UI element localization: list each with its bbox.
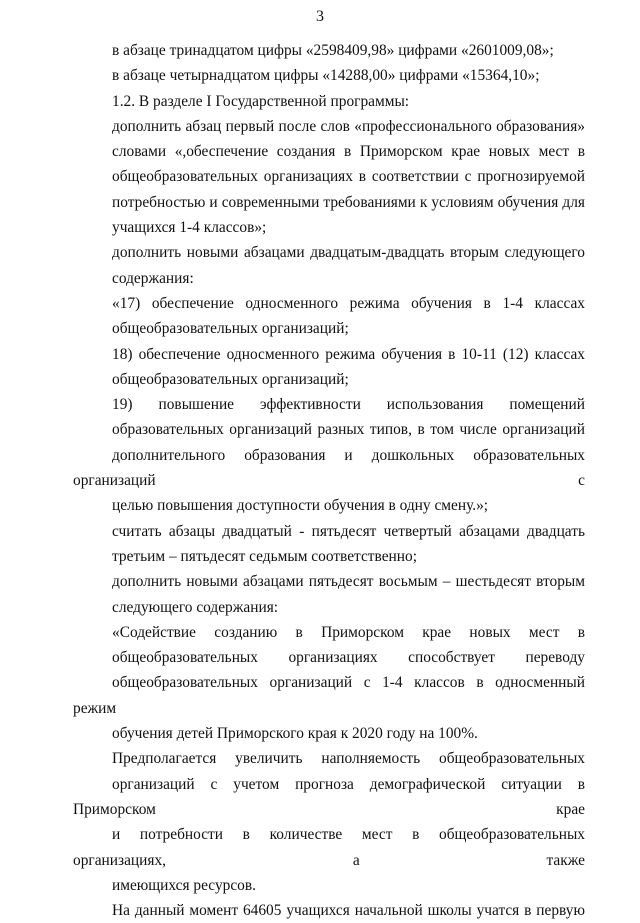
paragraph <box>73 291 585 342</box>
text-line: дополнить новыми абзацами пятьдесят восьмым – шестьдесят вторым <box>112 573 585 591</box>
text-line: 18) обеспечение односменного режима обучения в 10-11 (12) классах <box>112 345 585 363</box>
text-line: 1.2. В разделе I Государственной программы: <box>112 92 410 110</box>
text-line: общеобразовательных организациях способствует переводу <box>112 649 585 667</box>
text-line: целью повышения доступности обучения в одну смену.»; <box>112 497 489 515</box>
paragraph <box>73 38 585 63</box>
text-line: общеобразовательных организациях в соответствии с прогнозируемой <box>112 168 585 186</box>
text-line: обучения детей Приморского края к 2020 году на 100%. <box>112 725 478 743</box>
text-line: 19) повышение эффективности использования помещений <box>112 396 585 414</box>
text-line: учащихся 1-4 классов»; <box>112 219 267 237</box>
text-line: На данный момент 64605 учащихся начальной школы учатся в первую <box>112 902 585 920</box>
text-line: дополнительного образования и дошкольных образовательных организаций с <box>73 446 585 490</box>
paragraph <box>73 240 585 291</box>
text-line: «Содействие созданию в Приморском крае новых мест в <box>112 623 585 641</box>
paragraph <box>73 342 585 393</box>
text-line: в абзаце тринадцатом цифры «2598409,98» цифрами «2601009,08»; <box>112 42 554 59</box>
document-body <box>73 38 585 923</box>
text-line: потребностью и современными требованиями к условиям обучения для <box>112 193 585 211</box>
text-line: общеобразовательных организаций; <box>112 320 349 338</box>
text-line: дополнить новыми абзацами двадцатым-двадцать вторым следующего <box>112 244 585 262</box>
paragraph <box>73 63 585 88</box>
text-line: считать абзацы двадцатый - пятьдесят четвертый абзацами двадцать <box>112 522 585 540</box>
paragraph <box>73 392 585 518</box>
paragraph <box>73 114 585 240</box>
page-number: 3 <box>316 8 324 25</box>
text-line: Предполагается увеличить наполняемость общеобразовательных <box>112 750 585 768</box>
text-line: словами «,обеспечение создания в Приморском крае новых мест в <box>112 143 585 161</box>
text-line: общеобразовательных организаций; <box>112 370 349 388</box>
paragraph <box>73 746 585 898</box>
text-line: и потребности в количестве мест в общеобразовательных организациях, а также <box>73 826 585 869</box>
text-line: организаций с учетом прогноза демографической ситуации в Приморском крае <box>73 775 585 818</box>
paragraph <box>73 620 585 746</box>
text-line: общеобразовательных организаций с 1-4 классов в односменный режим <box>73 674 585 717</box>
text-line: в абзаце четырнадцатом цифры «14288,00» цифрами «15364,10»; <box>112 67 540 85</box>
text-line: дополнить абзац первый после слов «профессионального образования» <box>112 117 585 135</box>
text-line: «17) обеспечение односменного режима обучения в 1-4 классах <box>112 294 585 312</box>
paragraph <box>73 898 585 923</box>
paragraph <box>73 89 585 114</box>
text-line: следующего содержания: <box>112 598 279 616</box>
text-line: имеющихся ресурсов. <box>112 876 256 894</box>
text-line: третьим – пятьдесят седьмым соответственно; <box>112 547 417 565</box>
paragraph <box>73 569 585 620</box>
text-line: образовательных организаций разных типов, в том числе организаций <box>112 421 585 439</box>
paragraph <box>73 519 585 570</box>
text-line: содержания: <box>112 269 194 287</box>
